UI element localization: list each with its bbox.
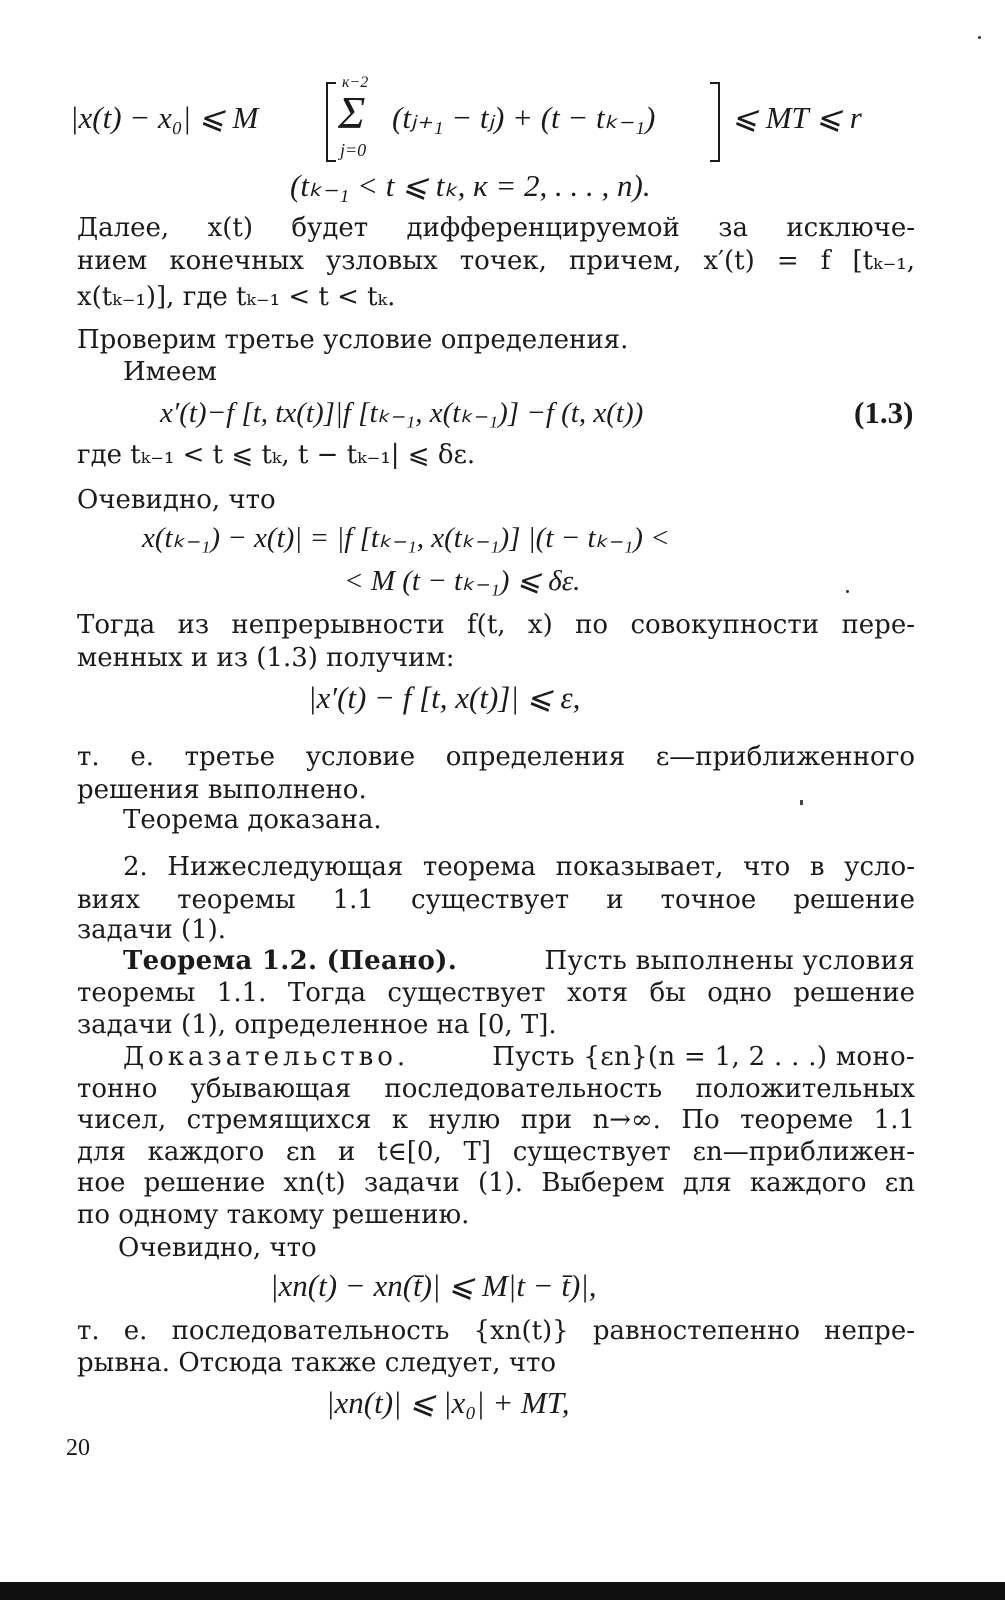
formula-interval: (tₖ₋₁ < t ⩽ tₖ, к = 2, . . . , n). xyxy=(290,168,651,203)
text-line: Очевидно, что xyxy=(118,1233,317,1263)
text-line: т. е. последовательность {xn(t)} равностепенно непре- xyxy=(77,1316,915,1346)
theorem-title: Теорема 1.2. (Пеано). xyxy=(123,946,458,976)
text-line: ное решение xn(t) задачи (1). Выберем для каждого εn xyxy=(77,1168,915,1198)
text-line: Очевидно, что xyxy=(77,485,276,515)
text-line: теоремы 1.1. Тогда существует хотя бы одно решение xyxy=(77,978,915,1008)
formula-difference: x(tₖ₋₁) − x(t)| = |f [tₖ₋₁, x(tₖ₋₁)] |(t − tₖ₋₁) < xyxy=(142,522,670,554)
sum-upper-limit: к−2 xyxy=(342,74,369,91)
text-line: для каждого εn и t∈[0, T] существует εn—приближен- xyxy=(77,1137,915,1167)
text-line: нием конечных узловых точек, причем, x′(t) = f [tₖ₋₁, xyxy=(77,246,915,276)
scan-speck xyxy=(846,590,849,593)
right-bracket xyxy=(710,82,720,162)
text-line: тонно убывающая последовательность положительных xyxy=(77,1074,915,1104)
text-line: Тогда из непрерывности f(t, x) по совокупности пере- xyxy=(77,610,915,640)
text-line: x(tₖ₋₁)], где tₖ₋₁ < t < tₖ. xyxy=(77,282,396,312)
formula-estimate-rhs: ⩽ MT ⩽ r xyxy=(732,100,862,135)
formula-boundedness: |xn(t)| ⩽ |x₀| + MT, xyxy=(326,1385,570,1420)
equation-number: (1.3) xyxy=(854,395,914,430)
sum-lower-limit: j=0 xyxy=(340,140,367,160)
text-line: менных и из (1.3) получим: xyxy=(77,643,455,673)
scan-speck xyxy=(800,800,803,805)
proof-word: Доказательство. xyxy=(123,1042,410,1072)
proof-first-line xyxy=(123,1042,915,1072)
text-line: т. е. третье условие определения ε—приближенного xyxy=(77,742,915,772)
sum-body: (tⱼ₊₁ − tⱼ) + (t − tₖ₋₁) xyxy=(392,100,656,135)
formula-estimate-lhs: |x(t) − x₀| ⩽ M xyxy=(70,100,259,135)
text-line: задачи (1). xyxy=(77,915,227,945)
theorem-text: Пусть выполнены условия xyxy=(544,946,915,976)
text-line: рывна. Отсюда также следует, что xyxy=(77,1348,557,1378)
text-line: Проверим третье условие определения. xyxy=(77,325,629,355)
formula-equicontinuity: |xn(t) − xn(t̄)| ⩽ M|t − t̄)|, xyxy=(270,1268,597,1303)
theorem-first-line xyxy=(123,946,915,976)
page-number: 20 xyxy=(66,1435,90,1461)
text-line: Далее, x(t) будет дифференцируемой за исключе- xyxy=(77,213,915,243)
proof-text: Пусть {εn}(n = 1, 2 . . .) моно- xyxy=(492,1042,915,1072)
text-line: решения выполнено. xyxy=(77,775,367,805)
text-line: где tₖ₋₁ < t ⩽ tₖ, t − tₖ₋₁| ⩽ δε. xyxy=(77,440,476,470)
formula-difference-cont: < M (t − tₖ₋₁) ⩽ δε. xyxy=(344,565,581,597)
left-bracket xyxy=(326,82,336,162)
formula-epsilon-bound: |x′(t) − f [t, x(t)]| ⩽ ε, xyxy=(308,680,581,715)
scan-edge xyxy=(0,1582,1005,1600)
sum-symbol: Σ xyxy=(338,87,366,138)
scan-speck xyxy=(978,36,981,39)
text-line: по одному такому решению. xyxy=(77,1200,470,1230)
formula-1-3: x′(t)−f [t, tx(t)]|f [tₖ₋₁, x(tₖ₋₁)] −f (t, x(t)) xyxy=(160,397,644,429)
text-line: задачи (1), определенное на [0, T]. xyxy=(77,1010,557,1040)
text-line: Теорема доказана. xyxy=(123,805,382,835)
text-line: 2. Нижеследующая теорема показывает, что в усло- xyxy=(123,852,915,882)
text-line: чисел, стремящихся к нулю при n→∞. По теореме 1.1 xyxy=(77,1105,915,1135)
text-line: виях теоремы 1.1 существует и точное решение xyxy=(77,885,915,915)
text-line: Имеем xyxy=(123,357,217,387)
